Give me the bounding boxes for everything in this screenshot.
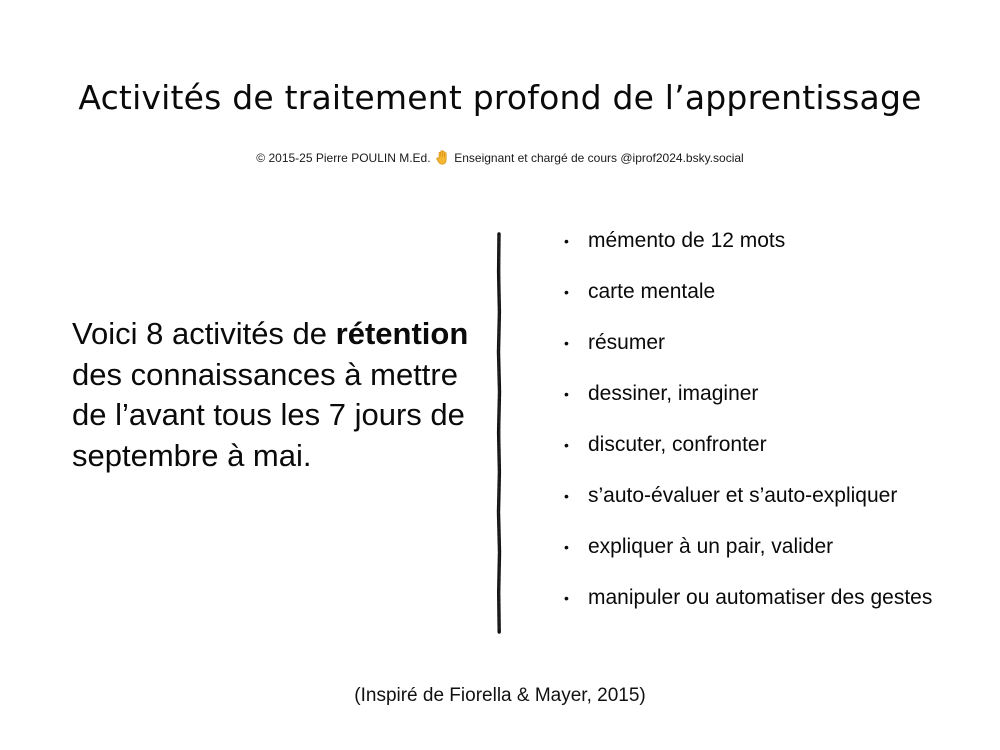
intro-paragraph [72, 314, 472, 476]
intro-text-end: des connaissances à mettre de l’avant tous les 7 jours de septembre à mai. [72, 356, 465, 473]
bullet-icon: • [564, 539, 569, 555]
intro-text-start: Voici 8 activités de [72, 316, 336, 351]
vertical-divider [493, 232, 505, 634]
bullet-icon: • [564, 590, 569, 606]
list-item [562, 329, 982, 357]
activity-label: carte mentale [588, 280, 716, 303]
activity-label: expliquer à un pair, valider [588, 535, 834, 558]
credit-author: © 2015-25 Pierre POULIN M.Ed. [256, 151, 431, 165]
activity-label: s’auto-évaluer et s’auto-expliquer [588, 484, 898, 507]
activity-label: dessiner, imaginer [588, 382, 759, 405]
credit-line [0, 150, 1000, 165]
list-item [562, 380, 982, 408]
list-item [562, 278, 982, 306]
list-item [562, 227, 982, 255]
activity-list [562, 227, 982, 635]
list-item [562, 584, 982, 612]
bullet-icon: • [564, 335, 569, 351]
bullet-icon: • [564, 437, 569, 453]
source-citation: (Inspiré de Fiorella & Mayer, 2015) [354, 685, 646, 706]
list-item [562, 533, 982, 561]
bullet-icon: • [564, 284, 569, 300]
list-item [562, 482, 982, 510]
activity-label: résumer [588, 331, 666, 354]
bullet-icon: • [564, 488, 569, 504]
list-item [562, 431, 982, 459]
credit-role: Enseignant et chargé de cours @iprof2024.bsky.social [454, 151, 744, 165]
bullet-icon: • [564, 386, 569, 402]
activity-label: discuter, confronter [588, 433, 767, 456]
activity-label: mémento de 12 mots [588, 229, 786, 252]
bullet-icon: • [564, 233, 569, 249]
intro-emphasis: rétention [335, 316, 469, 351]
activity-label: manipuler ou automatiser des gestes [588, 586, 933, 609]
raised-hand-icon [436, 150, 449, 165]
slide-title: Activités de traitement profond de l’apprentissage [78, 78, 922, 117]
